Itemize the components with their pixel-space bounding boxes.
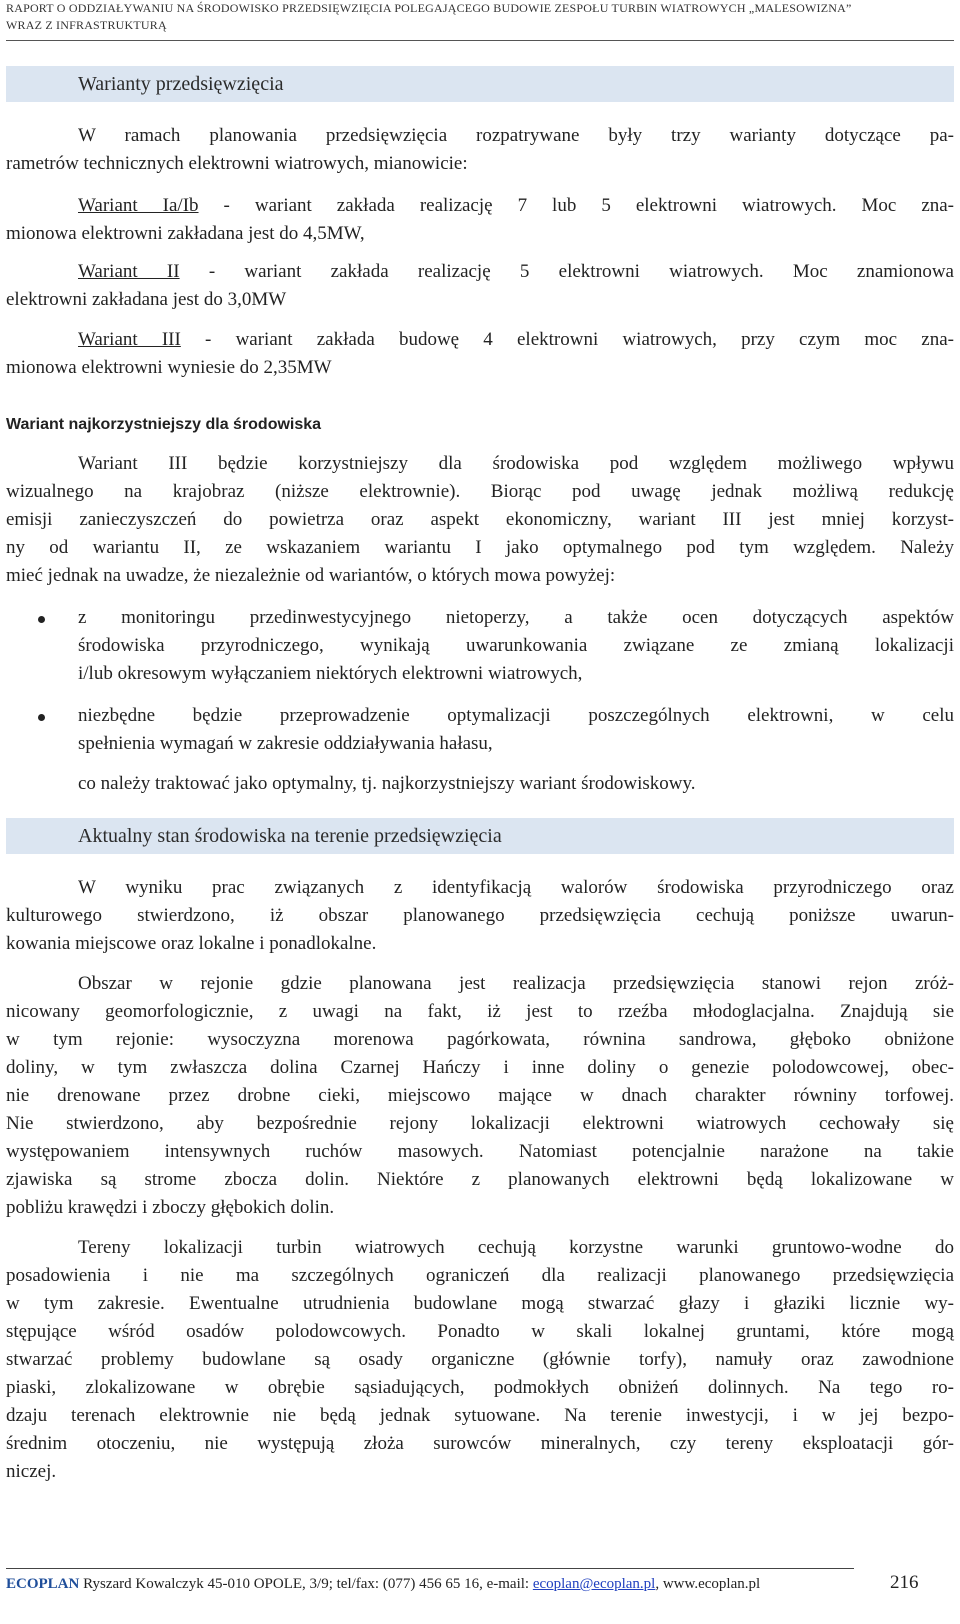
intro-paragraph: [6, 122, 954, 178]
bullet-icon: [38, 714, 45, 721]
text-line: w tym rejonie: wysoczyzna morenowa pagórkowata, równina sandrowa, głęboko obniżone: [6, 1029, 954, 1050]
text-line: mieć jednak na uwadze, że niezależnie od wariantów, o których mowa powyżej:: [6, 565, 616, 586]
text-line: mionowa elektrowni zakładana jest do 4,5MW,: [6, 223, 365, 244]
text-line: W wyniku prac związanych z identyfikacją walorów środowiska przyrodniczego oraz: [78, 877, 954, 898]
text-line: Wariant III będzie korzystniejszy dla środowiska pod względem możliwego wpływu: [78, 453, 954, 474]
text-line: niezbędne będzie przeprowadzenie optymalizacji poszczególnych elektrowni, w celu: [78, 705, 954, 726]
footer-website: , www.ecoplan.pl: [655, 1576, 761, 1592]
text-line: [6, 192, 954, 220]
best-variant-paragraph: [6, 450, 954, 590]
text-line: z monitoringu przedinwestycyjnego nietoperzy, a także ocen dotyczących aspektów: [78, 607, 954, 628]
text-line: niczej.: [6, 1461, 57, 1482]
footer-brand: ECOPLAN: [6, 1576, 80, 1592]
text-line: emisji zanieczyszczeń do powietrza oraz aspekt ekonomiczny, wariant III jest mniej korzyst-: [6, 509, 954, 530]
page-footer: [6, 1574, 926, 1594]
variant-label: Wariant II: [78, 261, 180, 282]
bullet-item: [78, 702, 954, 758]
text-line: [6, 258, 954, 286]
text-line: Tereny lokalizacji turbin wiatrowych cechują korzystne warunki gruntowo-wodne do: [78, 1237, 954, 1258]
section-title-environment: Aktualny stan środowiska na terenie przedsięwzięcia: [78, 825, 502, 847]
page-number: 216: [890, 1572, 919, 1593]
text-line: elektrowni zakładana jest do 3,0MW: [6, 289, 287, 310]
text-line: wizualnego na krajobraz (niższe elektrownie). Biorąc pod uwagę jednak możliwą redukcję: [6, 481, 954, 502]
running-header-line1: RAPORT O ODDZIAŁYWANIU NA ŚRODOWISKO PRZEDSIĘWZIĘCIA POLEGAJĄCEGO BUDOWIE ZESPOŁU TURBIN WIATROWYCH „MALESOWIZNA”: [6, 1, 852, 15]
text-line: kulturowego stwierdzono, iż obszar planowanego przedsięwzięcia cechują poniższe uwarun-: [6, 905, 954, 926]
environment-paragraph-3: [6, 1234, 954, 1486]
text-line: dzaju terenach elektrownie nie będą jednak sytuowane. Na terenie inwestycji, i w jej bezpo-: [6, 1405, 954, 1426]
section-title-variants: Warianty przedsięwzięcia: [78, 73, 284, 95]
text-line: średnim otoczeniu, nie występują złoża surowców mineralnych, czy tereny eksploatacji gór-: [6, 1433, 954, 1454]
variant-label: Wariant III: [78, 329, 181, 350]
variant-text: - wariant zakłada realizację 5 elektrowni wiatrowych. Moc znamionowa: [208, 261, 954, 282]
text-line: stwarzać problemy budowlane są osady organiczne (głównie torfy), namuły oraz zawodnione: [6, 1349, 954, 1370]
variant-text: - wariant zakłada realizację 7 lub 5 elektrowni wiatrowych. Moc zna-: [223, 195, 955, 216]
closing-line: [78, 770, 954, 798]
environment-paragraph-1: [6, 874, 954, 958]
footer-contact: Ryszard Kowalczyk 45-010 OPOLE, 3/9; tel/fax: (077) 456 65 16, e-mail:: [83, 1576, 530, 1592]
subsection-heading: Wariant najkorzystniejszy dla środowiska: [6, 416, 322, 433]
text-line: W ramach planowania przedsięwzięcia rozpatrywane były trzy warianty dotyczące pa-: [78, 125, 954, 146]
text-line: nie drenowane przez drobne cieki, miejscowo mające w dnach charakter równiny torfowej.: [6, 1085, 954, 1106]
running-header-line2: WRAZ Z INFRASTRUKTURĄ: [6, 18, 167, 32]
text-line: ny od wariantu II, ze wskazaniem wariantu I jako optymalnego pod tym względem. Należy: [6, 537, 954, 558]
text-line: spełnienia wymagań w zakresie oddziaływania hałasu,: [78, 733, 493, 754]
text-line: pobliżu krawędzi i zboczy głębokich dolin.: [6, 1197, 335, 1218]
variant-label: Wariant Ia/Ib: [78, 195, 199, 216]
variant-3-paragraph: [6, 326, 954, 382]
text-line: mionowa elektrowni wyniesie do 2,35MW: [6, 357, 332, 378]
text-line: i/lub okresowym wyłączaniem niektórych elektrowni wiatrowych,: [78, 663, 583, 684]
text-line: środowiska przyrodniczego, wynikają uwarunkowania związane ze zmianą lokalizacji: [78, 635, 954, 656]
text-line: [6, 326, 954, 354]
text-line: Nie stwierdzono, aby bezpośrednie rejony lokalizacji elektrowni wiatrowych cechowały się: [6, 1113, 954, 1134]
text-line: stępujące wśród osadów polodowcowych. Ponadto w skali lokalnej gruntami, które mogą: [6, 1321, 954, 1342]
text-line: występowaniem intensywnych ruchów masowych. Natomiast potencjalnie narażone na takie: [6, 1141, 954, 1162]
variant-text: - wariant zakłada budowę 4 elektrowni wiatrowych, przy czym moc zna-: [205, 329, 954, 350]
text-line: posadowienia i nie ma szczególnych ograniczeń dla realizacji planowanego przedsięwzięcia: [6, 1265, 954, 1286]
footer-rule: [6, 1568, 854, 1569]
environment-paragraph-2: [6, 970, 954, 1222]
footer-email-link[interactable]: ecoplan@ecoplan.pl: [532, 1576, 656, 1592]
text-line: zjawiska są strome zbocza dolin. Niektóre z planowanych elektrowni będą lokalizowane w: [6, 1169, 954, 1190]
text-line: kowania miejscowe oraz lokalne i ponadlokalne.: [6, 933, 377, 954]
text-line: Obszar w rejonie gdzie planowana jest realizacja przedsięwzięcia stanowi rejon zróż-: [78, 973, 954, 994]
text-line: nicowany geomorfologicznie, z uwagi na fakt, iż jest to rzeźba młodoglacjalna. Znajdują sie: [6, 1001, 954, 1022]
variant-2-paragraph: [6, 258, 954, 314]
text-line: piaski, zlokalizowane w obrębie sąsiadujących, podmokłych obniżeń dolinnych. Na tego ro-: [6, 1377, 954, 1398]
text-line: doliny, w tym zwłaszcza dolina Czarnej Hańczy i inne doliny o genezie polodowcowej, obec-: [6, 1057, 954, 1078]
variant-1-paragraph: [6, 192, 954, 248]
text-line: rametrów technicznych elektrowni wiatrowych, mianowicie:: [6, 153, 468, 174]
bullet-icon: [38, 616, 45, 623]
text-line: co należy traktować jako optymalny, tj. najkorzystniejszy wariant środowiskowy.: [78, 773, 696, 794]
running-header: [6, 0, 954, 34]
bullet-item: [78, 604, 954, 688]
header-rule: [6, 40, 954, 41]
text-line: w tym zakresie. Ewentualne utrudnienia budowlane mogą stwarzać głazy i głaziki licznie wy-: [6, 1293, 954, 1314]
